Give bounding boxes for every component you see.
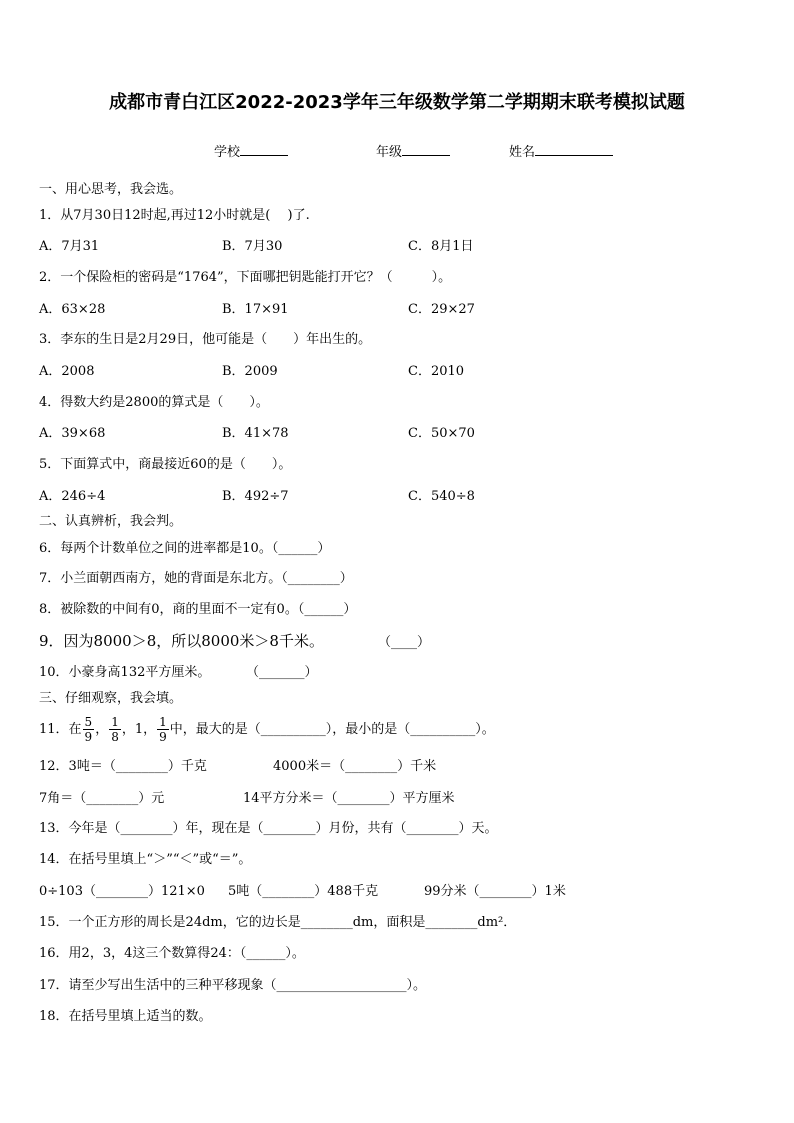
question-14-c[interactable]: 99分米（________）1米: [424, 884, 566, 899]
question-15[interactable]: 15．一个正方形的周长是24dm，它的边长是________dm，面积是________dm²．: [39, 915, 517, 930]
question-12-d[interactable]: 14平方分米＝（________）平方厘米: [243, 791, 455, 806]
question-12-c[interactable]: 7角＝（________）元: [39, 791, 165, 806]
fraction-5-9: $\frac{5}{9}$: [84, 715, 93, 744]
section-2-heading: 二、认真辨析，我会判。: [39, 514, 183, 529]
question-11: 11．在 $\frac{5}{9}$ ， $\frac{1}{8}$ ，1， $\frac{1}{9}$ 中，最大的是（__________），最小的是（__________）。: [39, 715, 495, 744]
question-17[interactable]: 17．请至少写出生活中的三种平移现象（____________________）。: [39, 978, 427, 993]
q4-option-a[interactable]: A．39×68: [39, 426, 106, 441]
section-3-heading: 三、仔细观察，我会填。: [39, 691, 183, 706]
question-12-b[interactable]: 4000米＝（________）千米: [273, 759, 437, 774]
q3-option-b[interactable]: B．2009: [222, 364, 278, 379]
question-3: 3．李东的生日是2月29日，他可能是（ ）年出生的。: [39, 332, 372, 347]
question-9-blank[interactable]: （____）: [378, 635, 431, 650]
question-8[interactable]: 8．被除数的中间有0，商的里面不一定有0。（______）: [39, 602, 357, 617]
question-13[interactable]: 13．今年是（________）年，现在是（________）月份，共有（________）天。: [39, 821, 498, 836]
q1-option-b[interactable]: B．7月30: [222, 239, 283, 254]
question-12-a[interactable]: 12．3吨＝（________）千克: [39, 759, 207, 774]
question-1: 1．从7月30日12时起,再过12小时就是( )了.: [39, 208, 310, 223]
grade-field[interactable]: [376, 141, 450, 162]
school-label: 学校: [214, 145, 241, 160]
q3-option-a[interactable]: A．2008: [39, 364, 95, 379]
q2-option-a[interactable]: A．63×28: [39, 302, 106, 317]
q5-option-b[interactable]: B．492÷7: [222, 489, 289, 504]
q4-option-c[interactable]: C．50×70: [408, 426, 475, 441]
question-5: 5．下面算式中，商最接近60的是（ ）。: [39, 457, 292, 472]
q2-option-b[interactable]: B．17×91: [222, 302, 289, 317]
question-2: 2．一个保险柜的密码是“1764”，下面哪把钥匙能打开它？（ ）。: [39, 270, 452, 285]
question-4: 4．得数大约是2800的算式是（ ）。: [39, 395, 269, 410]
question-14-b[interactable]: 5吨（________）488千克: [228, 884, 379, 899]
grade-label: 年级: [376, 145, 403, 160]
question-6[interactable]: 6．每两个计数单位之间的进率都是10。（______）: [39, 541, 331, 556]
q3-option-c[interactable]: C．2010: [408, 364, 465, 379]
q4-option-b[interactable]: B．41×78: [222, 426, 289, 441]
q11-suffix[interactable]: 中，最大的是（__________），最小的是（__________）。: [169, 722, 495, 737]
question-14-a[interactable]: 0÷103（________）121×0: [39, 884, 205, 899]
fraction-1-8: $\frac{1}{8}$: [111, 715, 119, 744]
section-1-heading: 一、用心思考，我会选。: [39, 182, 183, 197]
question-18: 18．在括号里填上适当的数。: [39, 1009, 212, 1024]
question-16[interactable]: 16．用2，3，4这三个数算得24：（______）。: [39, 946, 305, 961]
question-10-blank[interactable]: （_______）: [246, 665, 318, 680]
page-title: 成都市青白江区2022-2023学年三年级数学第二学期期末联考模拟试题: [109, 92, 685, 113]
q11-prefix: 11．在: [39, 722, 82, 737]
fraction-1-9: $\frac{1}{9}$: [159, 715, 167, 744]
q2-option-c[interactable]: C．29×27: [408, 302, 475, 317]
question-10: 10．小豪身高132平方厘米。: [39, 665, 211, 680]
q11-mid: ，1，: [121, 722, 157, 737]
q5-option-a[interactable]: A．246÷4: [39, 489, 106, 504]
name-field[interactable]: [509, 141, 613, 162]
question-7[interactable]: 7．小兰面朝西南方，她的背面是东北方。（________）: [39, 571, 353, 586]
name-label: 姓名: [509, 145, 536, 160]
q1-option-a[interactable]: A．7月31: [39, 239, 100, 254]
q5-option-c[interactable]: C．540÷8: [408, 489, 475, 504]
question-9: 9．因为8000＞8，所以8000米＞8千米。: [39, 632, 324, 650]
question-14: 14．在括号里填上“＞”“＜”或“＝”。: [39, 852, 252, 867]
q1-option-c[interactable]: C．8月1日: [408, 239, 474, 254]
school-field[interactable]: [214, 141, 288, 162]
